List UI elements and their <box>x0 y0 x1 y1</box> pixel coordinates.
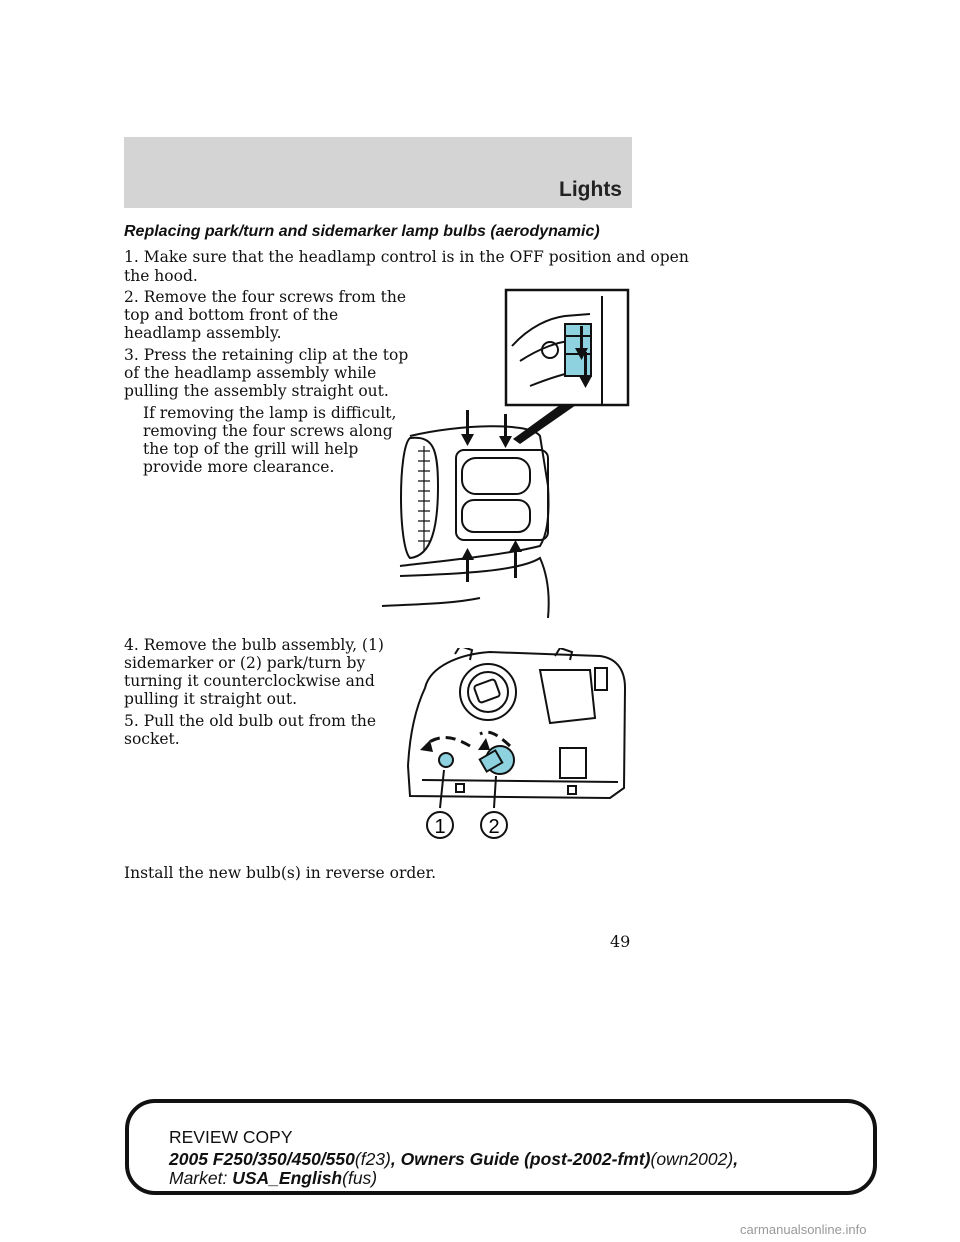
note-line-2: removing the four screws along <box>143 422 393 440</box>
page-number: 49 <box>610 932 631 951</box>
note-line-1: If removing the lamp is difficult, <box>143 404 397 422</box>
step-2-line-1: 2. Remove the four screws from the <box>124 288 406 306</box>
section-title: Replacing park/turn and sidemarker lamp bulbs (aerodynamic) <box>124 223 600 240</box>
site-watermark: carmanualsonline.info <box>740 1222 867 1237</box>
guide-name: Owners Guide (post-2002-fmt) <box>400 1149 651 1169</box>
model-name: 2005 F250/350/450/550 <box>169 1149 355 1169</box>
separator-2: , <box>733 1149 739 1169</box>
market-label: Market: <box>169 1168 228 1188</box>
step-1-line-2: the hood. <box>124 267 198 285</box>
market-code: (fus) <box>342 1168 378 1188</box>
headlamp-removal-figure <box>380 286 635 618</box>
step-5-line-1: 5. Pull the old bulb out from the <box>124 712 377 730</box>
step-2-line-2: top and bottom front of the <box>124 306 339 324</box>
install-instruction: Install the new bulb(s) in reverse order. <box>124 864 437 882</box>
section-header-band <box>124 137 632 208</box>
step-4-line-2: sidemarker or (2) park/turn by <box>124 654 366 672</box>
callout-label-2: 2 <box>488 816 500 838</box>
step-4-line-1: 4. Remove the bulb assembly, (1) <box>124 636 384 654</box>
note-line-4: provide more clearance. <box>143 458 335 476</box>
step-3-line-1: 3. Press the retaining clip at the top <box>124 346 409 364</box>
section-header-title: Lights <box>559 178 622 201</box>
bulb-sockets-figure <box>400 648 635 848</box>
step-4-line-4: pulling it straight out. <box>124 690 298 708</box>
step-1-line-1: 1. Make sure that the headlamp control is in the OFF position and open <box>124 248 689 266</box>
document-id-line <box>169 1149 738 1169</box>
step-5-line-2: socket. <box>124 730 180 748</box>
review-copy-footer <box>125 1099 877 1195</box>
model-code: (f23) <box>354 1149 391 1169</box>
guide-code: (own2002) <box>650 1149 734 1169</box>
step-4-line-3: turning it counterclockwise and <box>124 672 375 690</box>
step-3-line-3: pulling the assembly straight out. <box>124 382 389 400</box>
market-value: USA_English <box>232 1168 343 1188</box>
step-3-line-2: of the headlamp assembly while <box>124 364 377 382</box>
review-copy-label: REVIEW COPY <box>169 1127 293 1147</box>
note-line-3: the top of the grill will help <box>143 440 359 458</box>
callout-label-1: 1 <box>434 816 446 838</box>
step-2-line-3: headlamp assembly. <box>124 324 282 342</box>
market-line <box>169 1168 377 1188</box>
separator-1: , <box>390 1149 401 1169</box>
